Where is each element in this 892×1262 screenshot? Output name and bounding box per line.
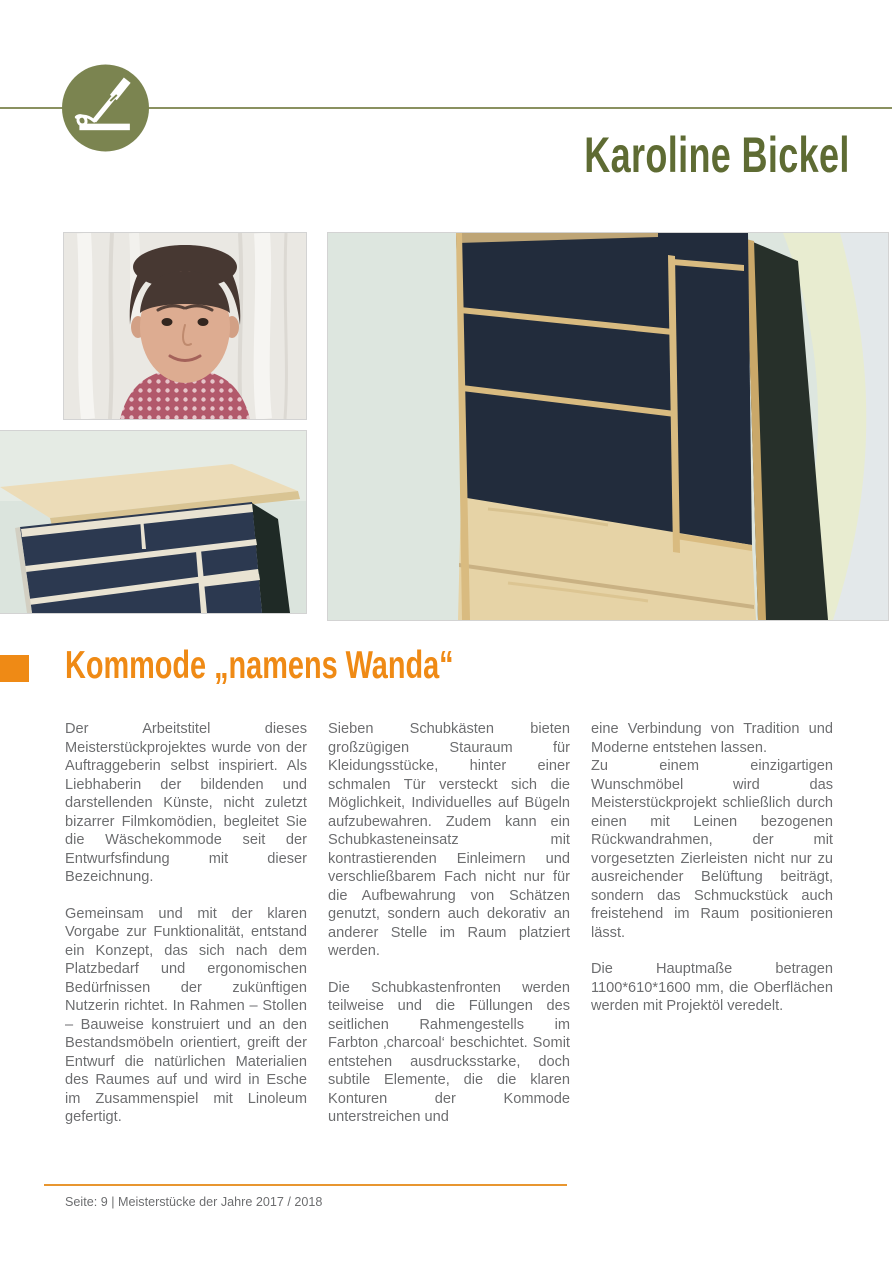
portrait-photo: [63, 232, 307, 420]
paragraph: Sieben Schubkästen bieten großzügigen Stauraum für Kleidungsstücke, hinter einer schmalen Tür versteckt sich die Möglichkeit, Individuelles auf Bügeln aufzubewahren. Zudem kann ein Schubkasteneinsatz mit kontrastierenden Einleimern und verschließbarem Fach nicht nur für die Aufbewahrung von Schätzen genutzt, sondern auch dekorativ an anderer Stelle im Raum platziert werden.: [328, 721, 570, 959]
paragraph: Der Arbeitstitel dieses Meisterstückprojektes wurde von der Auftraggeberin selbst inspiriert. Als Liebhaberin der bildenden und darstellenden Künste, nicht zuletzt bizarrer Filmkomödien, begleitet Sie die Wäschekommode seit der Entwurfsfindung mit dieser Bezeichnung.: [65, 721, 307, 885]
author-name-text: Karoline Bickel: [584, 127, 850, 183]
author-name: [30, 127, 850, 183]
section-title: [65, 645, 590, 688]
text-column-1: [65, 720, 307, 1145]
orange-accent-square: [0, 655, 29, 682]
dresser-detail-photo: [327, 232, 889, 621]
article-body: [65, 720, 833, 1145]
text-column-2: [328, 720, 570, 1145]
section-title-text: Kommode „namens Wanda“: [65, 644, 454, 687]
text-column-3: [591, 720, 833, 1145]
paragraph: eine Verbindung von Tradition und Moderne entstehen lassen.: [591, 721, 833, 756]
dresser-overview-photo: [0, 430, 307, 614]
paragraph: Gemeinsam und mit der klaren Vorgabe zur Funktionalität, entstand ein Konzept, das sich nach dem Platzbedarf und ergonomischen Bedürfnissen der zukünftigen Nutzerin richtet. In Rahmen – Stollen – Bauweise konstruiert und an den Bestandsmöbeln orientiert, greift der Entwurf die natürlichen Materialien des Raumes auf und wird in Esche im Zusammenspiel mit Linoleum gefertigt.: [65, 905, 307, 1125]
paragraph: Die Hauptmaße betragen 1100*610*1600 mm, die Oberflächen werden mit Projektöl veredelt.: [591, 961, 833, 1014]
paragraph: Zu einem einzigartigen Wunschmöbel wird das Meisterstückprojekt schließlich durch einen mit Leinen bezogenen Rückwandrahmen, der mit vorgesetzten Zierleisten nicht nur zu ausreichender Belüftung beiträgt, sondern das Schmuckstück auch freistehend im Raum positionieren lässt.: [591, 758, 833, 941]
page-footer: Seite: 9 | Meisterstücke der Jahre 2017 / 2018: [65, 1195, 323, 1209]
footer-divider-line: [44, 1184, 567, 1186]
paragraph: Die Schubkastenfronten werden teilweise und die Füllungen des seitlichen Rahmengestells im Farbton ‚charcoal‘ beschichtet. Somit entstehen ausdrucksstarke, doch subtile Elemente, die die klaren Konturen der Kommode unterstreichen und: [328, 979, 570, 1125]
